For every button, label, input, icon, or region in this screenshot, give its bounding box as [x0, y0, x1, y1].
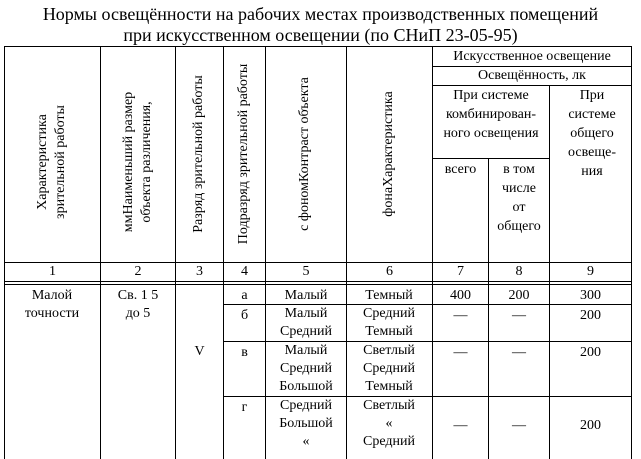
cell-subcategory: а: [241, 288, 248, 303]
cell-general: 200: [580, 418, 601, 433]
cell-subcategory: б: [240, 308, 249, 323]
header-combined-system: При системе комбинирован-ного освещения: [443, 88, 539, 141]
grid-line: [432, 158, 549, 159]
cell-general: 200: [580, 308, 601, 323]
cell-background: Светлый Средний Темный: [363, 343, 415, 394]
column-number: 2: [134, 264, 142, 279]
cell-contrast: Малый Средний Большой: [279, 343, 333, 394]
grid-line: [432, 46, 433, 459]
cell-total: —: [453, 345, 468, 360]
cell-background: Средний Темный: [363, 306, 415, 339]
header-background: фонаХарактеристика: [381, 91, 396, 217]
grid-line: [4, 284, 631, 285]
grid-line: [223, 46, 224, 459]
header-work-category: Разряд зрительной работы: [191, 75, 206, 233]
cell-of-general: —: [512, 345, 526, 360]
cell-total: —: [453, 308, 468, 323]
header-of-general: в том числе от общего: [497, 162, 541, 234]
grid-line: [4, 281, 631, 282]
cell-general: 300: [580, 288, 601, 303]
cell-contrast: Малый: [284, 288, 328, 303]
cell-subcategory: в: [241, 345, 248, 360]
header-illuminance: Освещённость, лк: [478, 68, 586, 83]
table-title-line-1: Нормы освещённости на рабочих местах производственных помещений: [42, 4, 599, 24]
column-number: 6: [386, 264, 393, 279]
cell-work-characteristic: Малой точности: [24, 288, 80, 321]
grid-line: [4, 262, 631, 263]
cell-subcategory: г: [241, 400, 248, 415]
grid-line: [346, 46, 347, 459]
cell-general: 200: [580, 345, 601, 360]
column-number: 8: [515, 264, 523, 279]
header-work-characteristic: Характеристика зрительной работы: [35, 105, 68, 219]
table-right-border: [631, 46, 632, 459]
grid-line: [175, 46, 176, 459]
cell-contrast: Средний Большой «: [279, 398, 333, 449]
cell-background: Светлый « Средний: [363, 398, 415, 449]
cell-contrast: Малый Средний: [280, 306, 332, 339]
cell-background: Темный: [365, 288, 413, 303]
grid-line: [100, 46, 101, 459]
header-contrast: с фономКонтраст объекта: [297, 77, 312, 231]
column-number: 7: [457, 264, 464, 279]
table-title-line-2: при искусственном освещении (по СНиП 23-05-95): [123, 25, 518, 45]
header-artificial-lighting: Искусственное освещение: [453, 49, 611, 64]
cell-total: 400: [450, 288, 471, 303]
cell-work-category: V: [194, 344, 205, 359]
cell-of-general: 200: [508, 288, 530, 303]
table-left-border: [4, 46, 5, 459]
cell-of-general: —: [512, 308, 526, 323]
grid-line: [265, 46, 266, 459]
column-number: 9: [587, 264, 594, 279]
column-number: 5: [302, 264, 310, 279]
column-number: 1: [49, 264, 56, 279]
header-work-subcategory: Подразряд зрительной работы: [236, 63, 251, 245]
column-number: 4: [241, 264, 248, 279]
header-general-system: При системе общего освеще-ния: [568, 88, 616, 179]
cell-total: —: [453, 418, 468, 433]
column-number: 3: [196, 264, 203, 279]
cell-of-general: —: [512, 418, 526, 433]
cell-object-size: Св. 1 5 до 5: [117, 288, 159, 321]
header-object-size: ммНаименьший размер объекта различения,: [121, 91, 154, 233]
header-total: всего: [444, 162, 477, 177]
